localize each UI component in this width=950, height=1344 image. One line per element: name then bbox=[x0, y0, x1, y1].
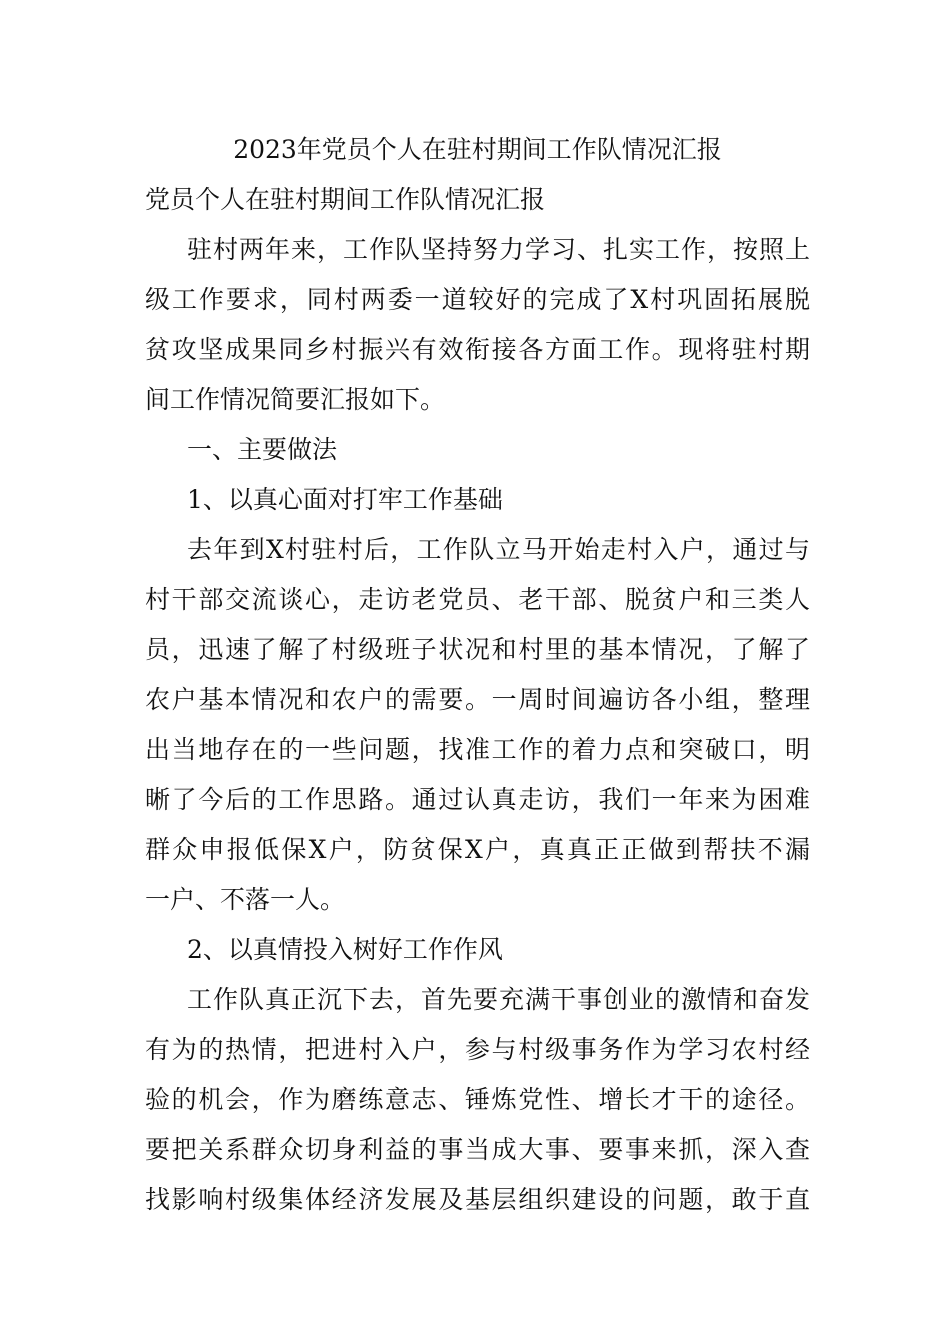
section-heading-line: 一、主要做法 bbox=[187, 435, 338, 464]
paragraph-line: 找影响村级集体经济发展及基层组织建设的问题，敢于直 bbox=[145, 1185, 810, 1214]
paragraph-visits bbox=[145, 525, 810, 925]
paragraph-line: 去年到X村驻村后，工作队立马开始走村入户，通过与 bbox=[187, 535, 810, 564]
paragraph-line: 工作队真正沉下去，首先要充满干事创业的激情和奋发 bbox=[187, 985, 810, 1014]
paragraph-line: 农户基本情况和农户的需要。一周时间遍访各小组，整理 bbox=[145, 685, 810, 714]
paragraph-line: 群众申报低保X户，防贫保X户，真真正正做到帮扶不漏 bbox=[145, 835, 810, 864]
document-body bbox=[145, 125, 810, 1225]
paragraph-line: 一户、不落一人。 bbox=[145, 885, 346, 914]
paragraph-line: 验的机会，作为磨练意志、锤炼党性、增长才干的途径。 bbox=[145, 1085, 810, 1114]
document-subtitle: 党员个人在驻村期间工作队情况汇报 bbox=[145, 185, 546, 214]
paragraph-work-style bbox=[145, 975, 810, 1225]
paragraph-intro bbox=[145, 225, 810, 425]
document-title: 2023年党员个人在驻村期间工作队情况汇报 bbox=[233, 135, 722, 164]
paragraph-line: 要把关系群众切身利益的事当成大事、要事来抓，深入查 bbox=[145, 1135, 810, 1164]
paragraph-line: 驻村两年来，工作队坚持努力学习、扎实工作，按照上 bbox=[187, 235, 810, 264]
paragraph-line: 出当地存在的一些问题，找准工作的着力点和突破口，明 bbox=[145, 735, 810, 764]
paragraph-line: 晰了今后的工作思路。通过认真走访，我们一年来为困难 bbox=[145, 785, 810, 814]
paragraph-line: 间工作情况简要汇报如下。 bbox=[145, 385, 446, 414]
subheading-line: 2、以真情投入树好工作作风 bbox=[187, 935, 503, 964]
paragraph-line: 员，迅速了解了村级班子状况和村里的基本情况，了解了 bbox=[145, 635, 810, 664]
subheading-2 bbox=[145, 925, 810, 975]
paragraph-line: 有为的热情，把进村入户，参与村级事务作为学习农村经 bbox=[145, 1035, 810, 1064]
subheading-line: 1、以真心面对打牢工作基础 bbox=[187, 485, 503, 514]
section-heading-main-practices bbox=[145, 425, 810, 475]
paragraph-line: 贫攻坚成果同乡村振兴有效衔接各方面工作。现将驻村期 bbox=[145, 335, 810, 364]
paragraph-line: 村干部交流谈心，走访老党员、老干部、脱贫户和三类人 bbox=[145, 585, 810, 614]
paragraph-line: 级工作要求，同村两委一道较好的完成了X村巩固拓展脱 bbox=[145, 285, 810, 314]
subheading-1 bbox=[145, 475, 810, 525]
